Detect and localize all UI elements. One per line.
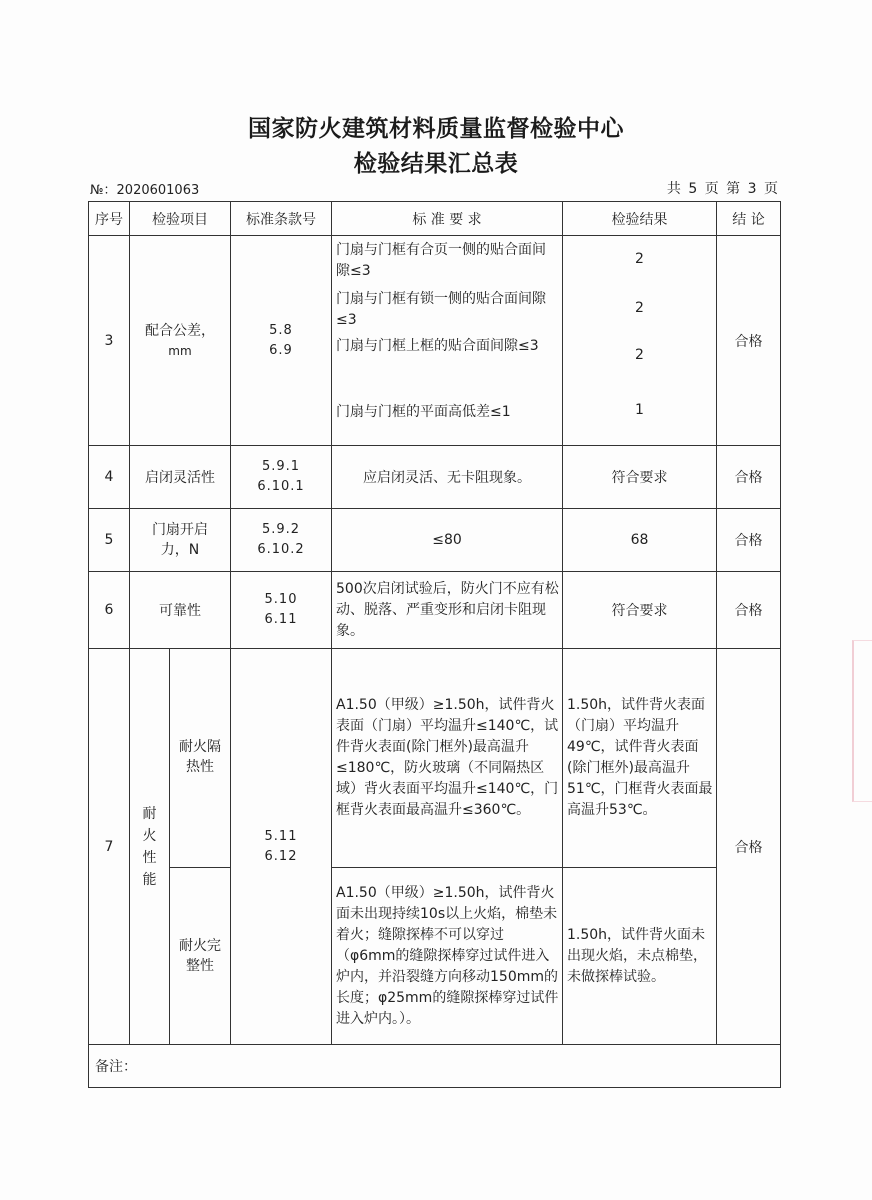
result-value: 68: [563, 509, 717, 572]
sub-item-line: 整性: [186, 958, 214, 974]
row-number: 6: [89, 572, 130, 649]
remarks-row: [89, 1045, 781, 1088]
result-value: 1.50h，试件背火表面（门扇）平均温升49℃，试件背火表面(除门框外)最高温升51℃，门框背火表面最高温升53℃。: [563, 649, 717, 868]
result-value: 1: [635, 401, 644, 418]
table-row: [89, 236, 781, 446]
conclusion: 合格: [717, 509, 781, 572]
conclusion: 合格: [717, 236, 781, 446]
conclusion: 合格: [717, 572, 781, 649]
sub-item-line: 耐火隔: [179, 739, 221, 755]
col-header-conclusion: 结 论: [717, 202, 781, 236]
table-header-row: [89, 202, 781, 236]
clause-line: 6.10.2: [257, 542, 305, 557]
seal-stamp-edge: [852, 640, 872, 802]
report-title: 国家防火建筑材料质量监督检验中心: [248, 116, 624, 142]
row-number: 4: [89, 446, 130, 509]
document-number: №：2020601063: [90, 183, 200, 198]
test-item-char: 耐: [142, 805, 157, 822]
test-item-line: 配合公差，: [145, 322, 215, 339]
table-row: [89, 649, 781, 868]
page-info: 共 5 页 第 3 页: [666, 181, 778, 197]
clause-line: 6.11: [264, 612, 298, 627]
sub-item-integrity: [170, 868, 231, 1045]
clause-number: [231, 509, 332, 572]
row-number: 3: [89, 236, 130, 446]
table-row: [89, 446, 781, 509]
requirement-text: A1.50（甲级）≥1.50h，试件背火面未出现持续10s以上火焰，棉垫未着火；缝隙探棒不可以穿过（φ6mm的缝隙探棒穿过试件进入炉内，并沿裂缝方向移动150mm的长度；φ25mm的缝隙探棒穿过试件进入炉内。）。: [332, 868, 563, 1045]
requirement-text: 门扇与门框上框的贴合面间隙≤3: [336, 337, 539, 354]
report-subtitle: 检验结果汇总表: [353, 151, 519, 177]
row-number: 5: [89, 509, 130, 572]
test-item-line: mm: [168, 343, 192, 358]
col-header-result: 检验结果: [563, 202, 717, 236]
test-item-char: 性: [142, 849, 157, 866]
test-item-vertical: [130, 649, 170, 1045]
col-header-no: 序号: [89, 202, 130, 236]
clause-line: 6.12: [264, 848, 298, 864]
result-value: 2: [635, 346, 644, 363]
test-item: 启闭灵活性: [130, 446, 231, 509]
conclusion: 合格: [717, 446, 781, 509]
table-row: [89, 509, 781, 572]
clause-number: [231, 446, 332, 509]
col-header-clause: 标准条款号: [231, 202, 332, 236]
test-item-char: 火: [142, 827, 157, 844]
remarks-label: 备注：: [89, 1045, 781, 1088]
requirement-text: 门扇与门框有合页一侧的贴合面间隙≤3: [336, 241, 546, 279]
col-header-item: 检验项目: [130, 202, 231, 236]
sub-item-insulation: [170, 649, 231, 868]
clause-line: 5.8: [269, 322, 293, 338]
result-value: 2: [635, 250, 644, 267]
test-item: [130, 236, 231, 446]
table-row: [89, 868, 781, 1045]
results-summary-table: [88, 201, 781, 1088]
requirement-text: 应启闭灵活、无卡阻现象。: [332, 446, 563, 509]
test-item-char: 能: [142, 871, 157, 888]
requirement-text: 500次启闭试验后，防火门不应有松动、脱落、严重变形和启闭卡阻现象。: [332, 572, 563, 649]
sub-item-line: 热性: [186, 759, 214, 775]
sub-item-line: 耐火完: [179, 938, 221, 954]
col-header-requirement: 标 准 要 求: [332, 202, 563, 236]
clause-line: 5.11: [264, 828, 298, 844]
requirement-text: 门扇与门框有锁一侧的贴合面间隙≤3: [336, 290, 546, 328]
clause-line: 6.10.1: [257, 479, 305, 494]
clause-line: 5.9.1: [261, 459, 301, 474]
conclusion: 合格: [717, 649, 781, 1045]
result-list: [563, 237, 716, 445]
table-row: [89, 572, 781, 649]
result-value: 2: [635, 299, 644, 316]
clause-line: 6.9: [269, 342, 293, 358]
test-item-line: 门扇开启: [152, 522, 208, 538]
result-value: 符合要求: [563, 572, 717, 649]
result-value: 符合要求: [563, 446, 717, 509]
result-value: 1.50h，试件背火面未出现火焰，未点棉垫，未做探棒试验。: [563, 868, 717, 1045]
row-number: 7: [89, 649, 130, 1045]
test-item-line: 力，N: [160, 542, 200, 558]
clause-number: [231, 572, 332, 649]
requirement-text: 门扇与门框的平面高低差≤1: [336, 403, 511, 420]
test-item: [130, 509, 231, 572]
clause-line: 5.10: [264, 592, 298, 607]
test-item: 可靠性: [130, 572, 231, 649]
clause-number: [231, 236, 332, 446]
clause-number: [231, 649, 332, 1045]
requirement-text: ≤80: [332, 509, 563, 572]
clause-line: 5.9.2: [261, 522, 301, 537]
requirement-text: A1.50（甲级）≥1.50h，试件背火表面（门扇）平均温升≤140℃，试件背火表面(除门框外)最高温升≤180℃，防火玻璃（不同隔热区域）背火表面平均温升≤140℃，门框背火表面最高温升≤360℃。: [332, 649, 563, 868]
requirement-list: [332, 237, 562, 445]
